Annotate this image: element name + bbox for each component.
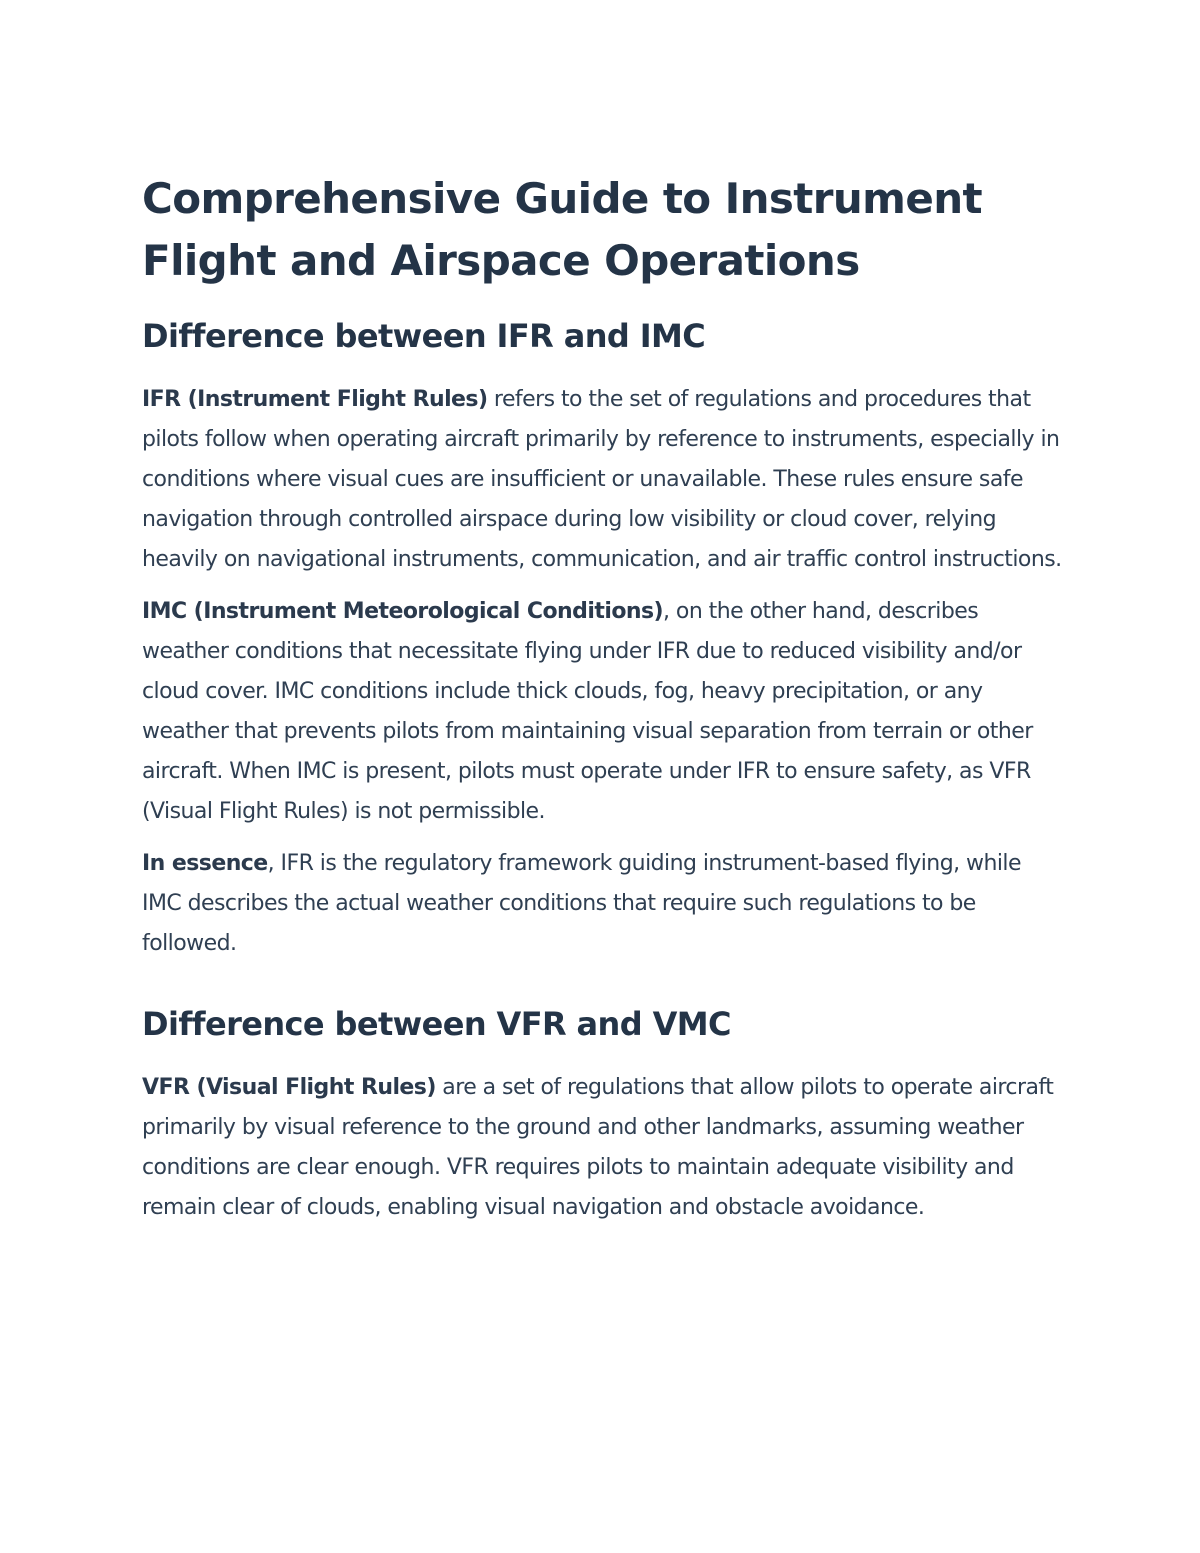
paragraph-lead: In essence [142, 851, 268, 876]
paragraph-imc-definition [142, 592, 1062, 832]
paragraph-lead: IMC (Instrument Meteorological Conditions) [142, 599, 664, 624]
paragraph-ifr-definition [142, 380, 1062, 580]
document-page [142, 168, 1062, 1240]
paragraph-lead: IFR (Instrument Flight Rules) [142, 387, 488, 412]
section-heading-ifr-imc: Difference between IFR and IMC [142, 317, 706, 355]
paragraph-text: refers to the set of regulations and procedures that pilots follow when operating aircraft primarily by reference to instruments, especially in conditions where visual cues are insufficient or unavailable. These rules ensure safe navigation through controlled airspace during low visibility or cloud cover, relying heavily on navigational instruments, communication, and air traffic control instructions. [142, 387, 1062, 572]
section-heading-vfr-vmc: Difference between VFR and VMC [142, 1005, 731, 1043]
paragraph-ifr-imc-summary [142, 844, 1062, 964]
paragraph-lead: VFR (Visual Flight Rules) [142, 1075, 436, 1100]
paragraph-text: , on the other hand, describes weather conditions that necessitate flying under IFR due to reduced visibility and/or cloud cover. IMC conditions include thick clouds, fog, heavy precipitation, or any weather that prevents pilots from maintaining visual separation from terrain or other aircraft. When IMC is present, pilots must operate under IFR to ensure safety, as VFR (Visual Flight Rules) is not permissible. [142, 599, 1033, 824]
paragraph-text: , IFR is the regulatory framework guiding instrument-based flying, while IMC describes the actual weather conditions that require such regulations to be followed. [142, 851, 1021, 956]
paragraph-vfr-definition [142, 1068, 1062, 1228]
paragraph-text: are a set of regulations that allow pilots to operate aircraft primarily by visual reference to the ground and other landmarks, assuming weather conditions are clear enough. VFR requires pilots to maintain adequate visibility and remain clear of clouds, enabling visual navigation and obstacle avoidance. [142, 1075, 1054, 1220]
document-title: Comprehensive Guide to Instrument Flight and Airspace Operations [142, 174, 983, 285]
